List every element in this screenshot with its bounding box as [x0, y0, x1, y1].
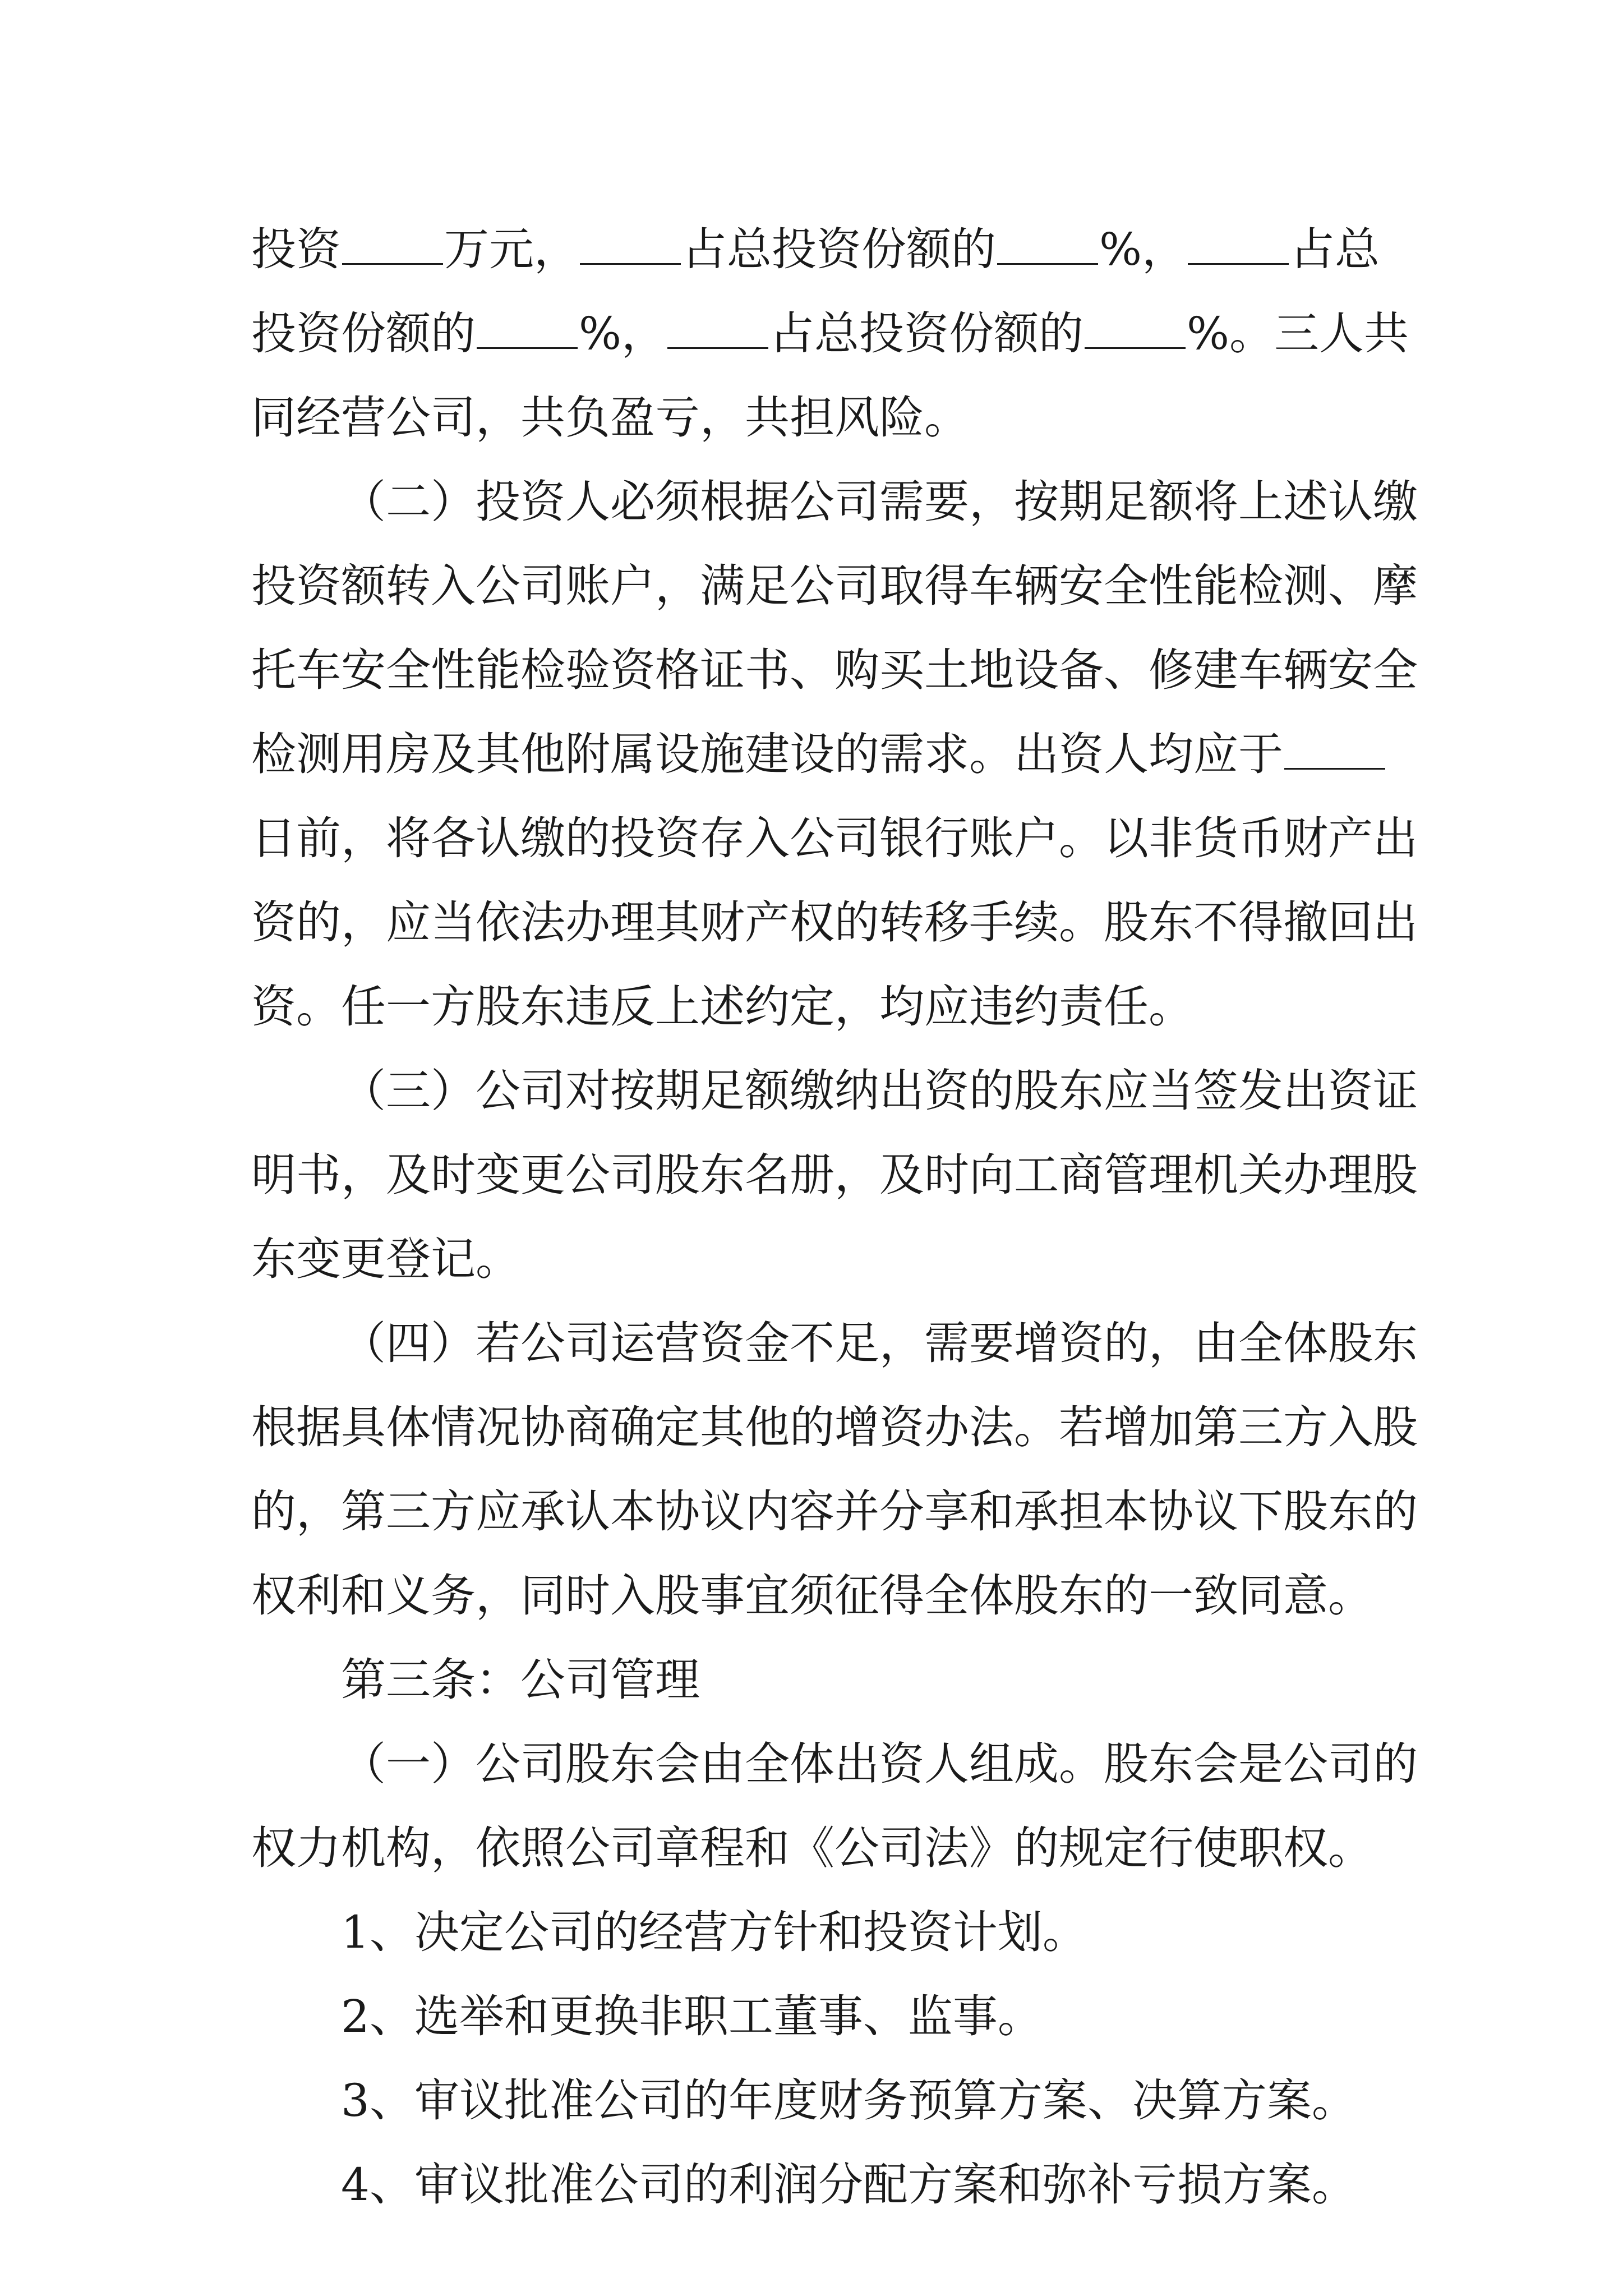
text-line	[251, 1464, 1418, 1559]
text-line	[251, 370, 969, 466]
text-line	[251, 202, 1380, 297]
text-line	[251, 1380, 1418, 1475]
text-segment: （三）公司对按期足额缴纳出资的股东应当签发出资证	[341, 1065, 1418, 1117]
text-line	[251, 1717, 1418, 1812]
text-segment: 托车安全性能检验资格证书、购买土地设备、修建车辆安全	[251, 644, 1418, 696]
text-line	[251, 707, 1386, 802]
text-line	[251, 286, 1409, 381]
text-segment: （二）投资人必须根据公司需要，按期足额将上述认缴	[341, 476, 1418, 528]
fill-in-blank	[1085, 308, 1186, 349]
fill-in-blank	[997, 224, 1098, 265]
text-segment: 2、选举和更换非职工董事、监事。	[341, 1990, 1043, 2042]
text-line	[251, 959, 1193, 1055]
text-line	[251, 875, 1418, 970]
fill-in-blank	[1284, 729, 1385, 770]
text-segment: 资的，应当依法办理其财产权的转移手续。股东不得撤回出	[251, 896, 1418, 949]
text-line	[251, 1548, 1373, 1644]
text-segment: （一）公司股东会由全体出资人组成。股东会是公司的	[341, 1738, 1418, 1790]
fill-in-blank	[1188, 224, 1289, 265]
text-segment: 权利和义务，同时入股事宜须征得全体股东的一致同意。	[251, 1570, 1373, 1622]
text-line	[251, 1632, 700, 1728]
text-line	[251, 1885, 1087, 1980]
text-segment: （四）若公司运营资金不足，需要增资的，由全体股东	[341, 1317, 1418, 1369]
text-line	[251, 1128, 1418, 1223]
fill-in-blank	[580, 224, 681, 265]
text-segment: 投资	[251, 223, 341, 275]
fill-in-blank	[342, 224, 443, 265]
text-line	[251, 1212, 520, 1307]
text-line	[251, 623, 1418, 718]
text-line	[251, 1043, 1418, 1139]
text-segment: 日前，将各认缴的投资存入公司银行账户。以非货币财产出	[251, 812, 1418, 864]
text-segment: %。三人共	[1187, 307, 1409, 360]
text-segment: 占总投资份额的	[769, 307, 1084, 360]
text-segment: 明书，及时变更公司股东名册，及时向工商管理机关办理股	[251, 1149, 1418, 1201]
text-segment: 4、审议批准公司的利润分配方案和弥补亏损方案。	[341, 2159, 1357, 2211]
text-segment: 的，第三方应承认本协议内容并分享和承担本协议下股东的	[251, 1485, 1418, 1538]
text-line	[251, 1296, 1418, 1391]
text-segment: 3、审议批准公司的年度财务预算方案、决算方案。	[341, 2074, 1357, 2127]
text-segment: 检测用房及其他附属设施建设的需求。出资人均应于	[251, 728, 1283, 780]
text-segment: 投资份额的	[251, 307, 476, 360]
text-segment: 万元，	[444, 223, 579, 275]
text-segment: 第三条：公司管理	[341, 1654, 700, 1706]
text-line	[251, 454, 1418, 550]
text-line	[251, 1801, 1373, 1896]
text-line	[251, 2053, 1357, 2148]
text-segment: 资。任一方股东违反上述约定，均应违约责任。	[251, 981, 1193, 1033]
fill-in-blank	[477, 308, 578, 349]
text-segment: 权力机构，依照公司章程和《公司法》的规定行使职权。	[251, 1822, 1373, 1874]
text-segment: 东变更登记。	[251, 1233, 520, 1285]
text-segment: 投资额转入公司账户，满足公司取得车辆安全性能检测、摩	[251, 560, 1418, 612]
text-segment: 1、决定公司的经营方针和投资计划。	[341, 1906, 1087, 1958]
text-segment: 同经营公司，共负盈亏，共担风险。	[251, 392, 969, 444]
fill-in-blank	[667, 308, 768, 349]
text-line	[251, 1969, 1043, 2064]
text-segment: %，	[579, 307, 667, 360]
text-segment: 占总投资份额的	[682, 223, 996, 275]
text-segment: 根据具体情况协商确定其他的增资办法。若增加第三方入股	[251, 1401, 1418, 1453]
text-line	[251, 791, 1418, 886]
text-line	[251, 2137, 1357, 2233]
text-segment: 占总	[1290, 223, 1380, 275]
text-line	[251, 539, 1418, 634]
text-segment: %，	[1099, 223, 1187, 275]
